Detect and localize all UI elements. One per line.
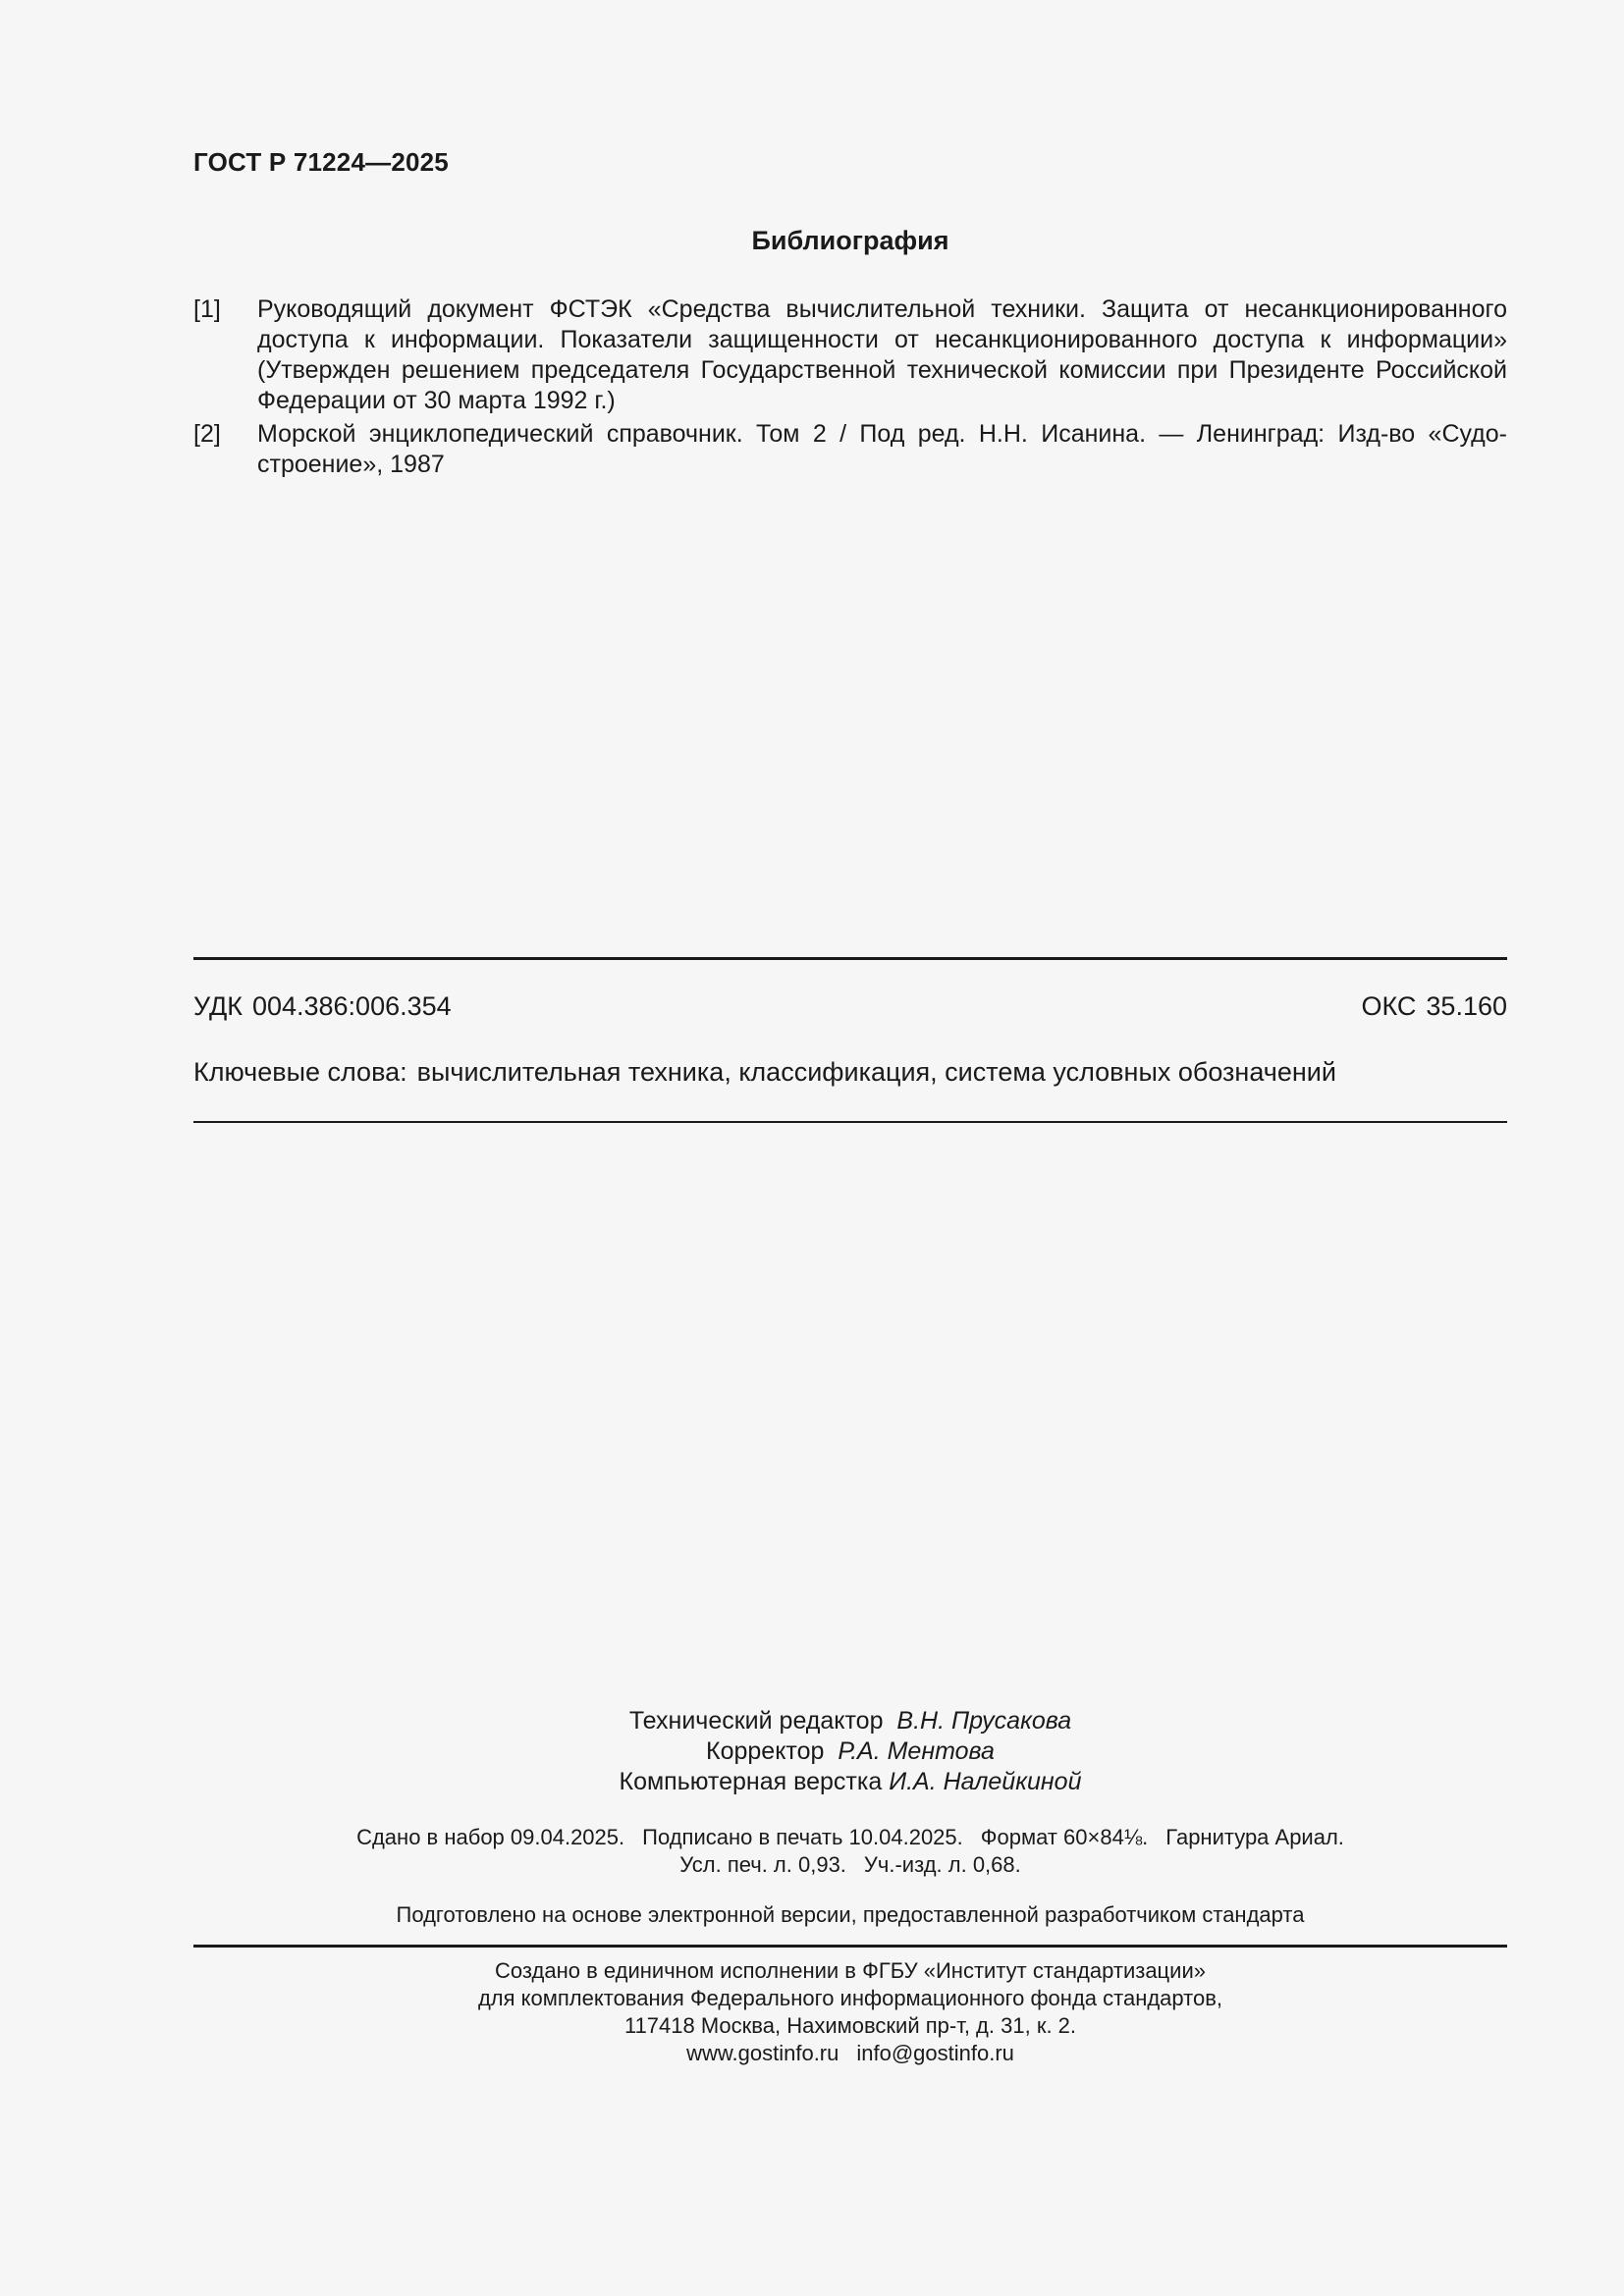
credit-layout: [193, 1767, 1507, 1797]
credit-label: Компьютерная верстка: [619, 1768, 883, 1795]
print-signed: Подписано в печать 10.04.2025.: [642, 1825, 963, 1849]
oks-code: [1361, 991, 1507, 1022]
keywords-value: вычислительная техника, классификация, система условных обозначений: [416, 1057, 1336, 1087]
divider-top: [193, 957, 1507, 960]
bibliography-item-number: [1]: [193, 295, 221, 323]
oks-value: 35.160: [1426, 991, 1507, 1021]
credit-name: И.А. Налейкиной: [889, 1768, 1082, 1795]
credit-corrector: [193, 1736, 1507, 1767]
pub-sheets: Уч.-изд. л. 0,68.: [863, 1852, 1021, 1877]
credit-label: Технический редактор: [628, 1707, 884, 1735]
publisher-line-3: 117418 Москва, Нахимовский пр-т, д. 31, к. 2.: [623, 2013, 1077, 2038]
bibliography-item-text: Руководящий документ ФСТЭК «Средства вычислительной техники. Защита от несанкционированного доступа к информации. Показатели защищенности от несанкционированного доступа к информации» (Утвержден решением председателя Государственной технической комиссии при Президенте Российской Федерации от 30 марта 1992 г.): [257, 295, 1507, 414]
credits: [193, 1706, 1507, 1797]
print-info-line-2: [193, 1851, 1507, 1879]
publisher-line-2: для комплектования Федерального информационного фонда стандартов,: [477, 1986, 1223, 2010]
keywords: [193, 1057, 1507, 1088]
page-header-standard-id: ГОСТ Р 71224—2025: [193, 147, 449, 177]
keywords-label: Ключевые слова:: [193, 1057, 407, 1087]
publisher-line-1: Создано в единичном исполнении в ФГБУ «Институт стандартизации»: [495, 1958, 1206, 1983]
print-format: Формат 60×84⅛.: [980, 1825, 1149, 1849]
udk-value: 004.386:006.354: [251, 991, 452, 1021]
bibliography-item-text: Морской энциклопедический справочник. Том 2 / Под ред. Н.Н. Исанина. — Ленинград: Изд-во «Судостроение», 1987: [257, 420, 1507, 478]
print-info: [193, 1824, 1507, 1879]
print-sheets: Усл. печ. л. 0,93.: [679, 1852, 846, 1877]
divider-bottom: [193, 1945, 1507, 1948]
bibliography-list: [193, 294, 1507, 483]
credit-name: В.Н. Прусакова: [896, 1707, 1072, 1735]
oks-label: ОКС: [1361, 991, 1417, 1021]
udk-code: [193, 991, 452, 1022]
bibliography-item: [193, 419, 1507, 480]
udk-label: УДК: [193, 991, 243, 1021]
publisher-email: info@gostinfo.ru: [856, 2041, 1014, 2065]
credit-name: Р.А. Ментова: [838, 1737, 995, 1765]
bibliography-item: [193, 294, 1507, 416]
prepared-note: Подготовлено на основе электронной версии, предоставленной разработчиком стандарта: [396, 1902, 1305, 1927]
divider-middle: [193, 1121, 1507, 1123]
publisher-info: [193, 1957, 1507, 2067]
publisher-website: www.gostinfo.ru: [686, 2041, 839, 2065]
classification-codes: [193, 991, 1507, 1022]
credit-label: Корректор: [706, 1737, 825, 1765]
bibliography-item-number: [2]: [193, 420, 221, 448]
print-info-line-1: [193, 1824, 1507, 1851]
print-typeface: Гарнитура Ариал.: [1165, 1825, 1344, 1849]
credit-tech-editor: [193, 1706, 1507, 1736]
print-submitted: Сдано в набор 09.04.2025.: [356, 1825, 625, 1849]
publisher-contacts: [193, 2040, 1507, 2067]
bibliography-title: Библиография: [751, 226, 949, 255]
